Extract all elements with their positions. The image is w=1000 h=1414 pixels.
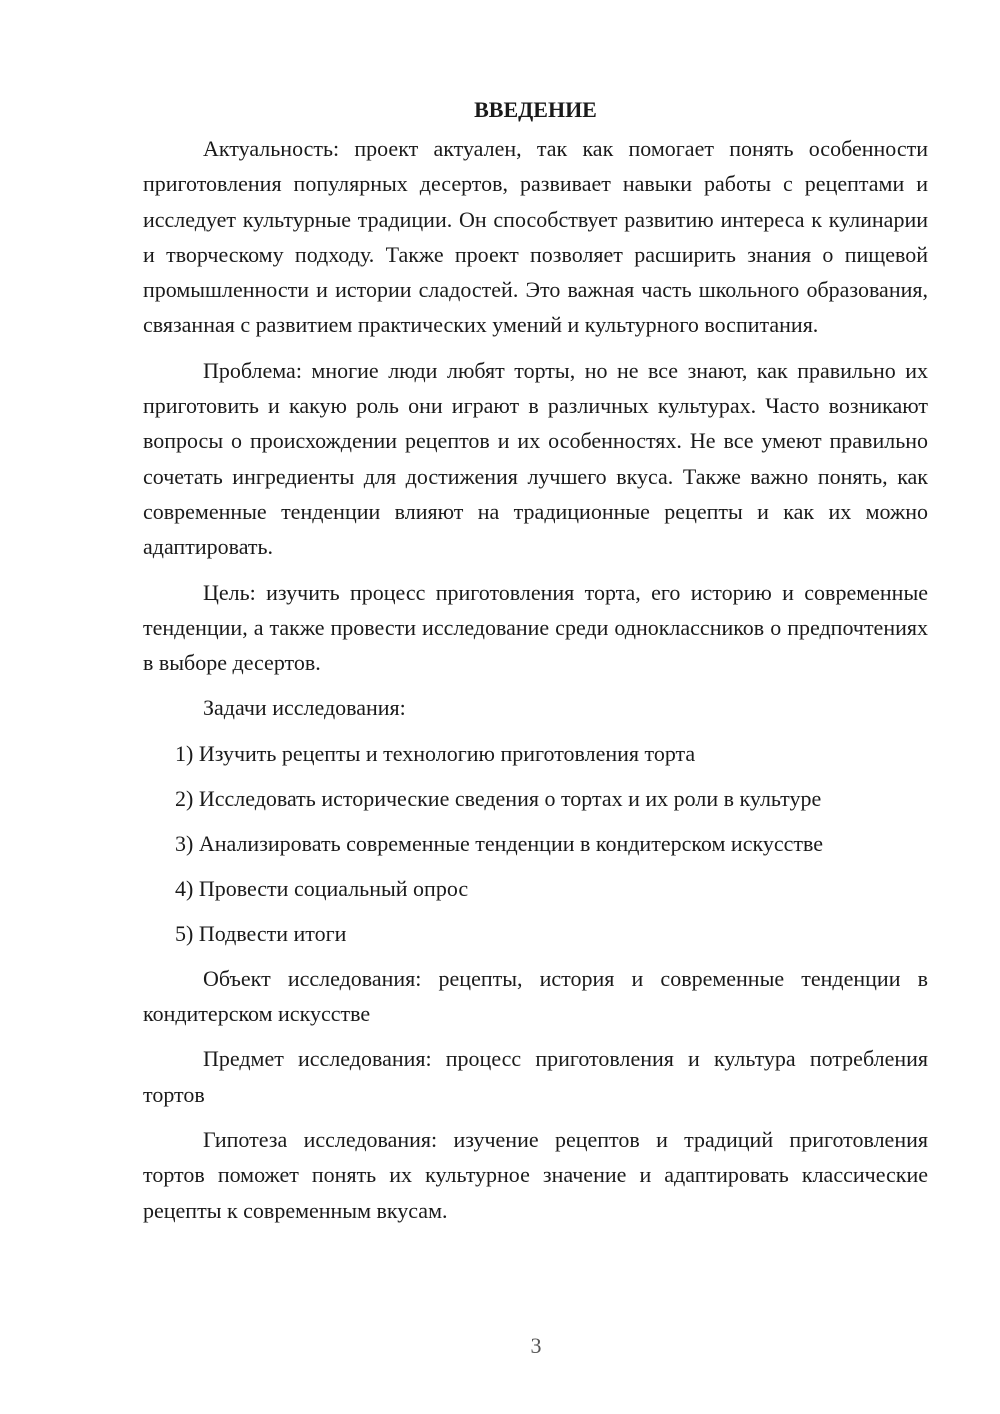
task-item-5: 5) Подвести итоги xyxy=(175,920,347,946)
relevance-paragraph: Актуальность: проект актуален, так как помогает понять особенности приготовления популярных десертов, развивает навыки работы с рецептами и исследует культурные традиции. Он способствует развитию интереса к кулинарии и творческому подходу. Также проект позволяет расширить знания о пищевой промышленности и истории сладостей. Это важная часть школьного образования, связанная с развитием практических умений и культурного воспитания. xyxy=(143,136,928,338)
subject-paragraph: Предмет исследования: процесс приготовления и культура потребления тортов xyxy=(143,1046,928,1107)
object-paragraph: Объект исследования: рецепты, история и современные тенденции в кондитерском искусстве xyxy=(143,965,928,1027)
problem-paragraph: Проблема: многие люди любят торты, но не все знают, как правильно их приготовить и какую роль они играют в различных культурах. Часто возникают вопросы о происхождении рецептов и их особенностях. Не все умеют правильно сочетать ингредиенты для достижения лучшего вкуса. Также важно понять, как современные тенденции влияют на традиционные рецепты и как их можно адаптировать. xyxy=(143,357,928,560)
goal-paragraph: Цель: изучить процесс приготовления торта, его историю и современные тенденции, а также провести исследование среди одноклассников о предпочтениях в выборе десертов. xyxy=(143,579,928,676)
tasks-list xyxy=(143,736,928,951)
task-item-2: 2) Исследовать исторические сведения о тортах и их роли в культуре xyxy=(175,785,822,811)
document-title: ВВЕДЕНИЕ xyxy=(474,97,597,122)
tasks-heading: Задачи исследования: xyxy=(203,695,406,721)
page-number: 3 xyxy=(530,1333,542,1358)
task-item-4: 4) Провести социальный опрос xyxy=(175,875,469,901)
hypothesis-paragraph: Гипотеза исследования: изучение рецептов и традиций приготовления тортов поможет понять их культурное значение и адаптировать классические рецепты к современным вкусам. xyxy=(143,1126,928,1223)
task-item-1: 1) Изучить рецепты и технологию приготовления торта xyxy=(175,740,696,766)
task-item-3: 3) Анализировать современные тенденции в кондитерском искусстве xyxy=(175,830,824,856)
document-page xyxy=(143,92,928,1238)
